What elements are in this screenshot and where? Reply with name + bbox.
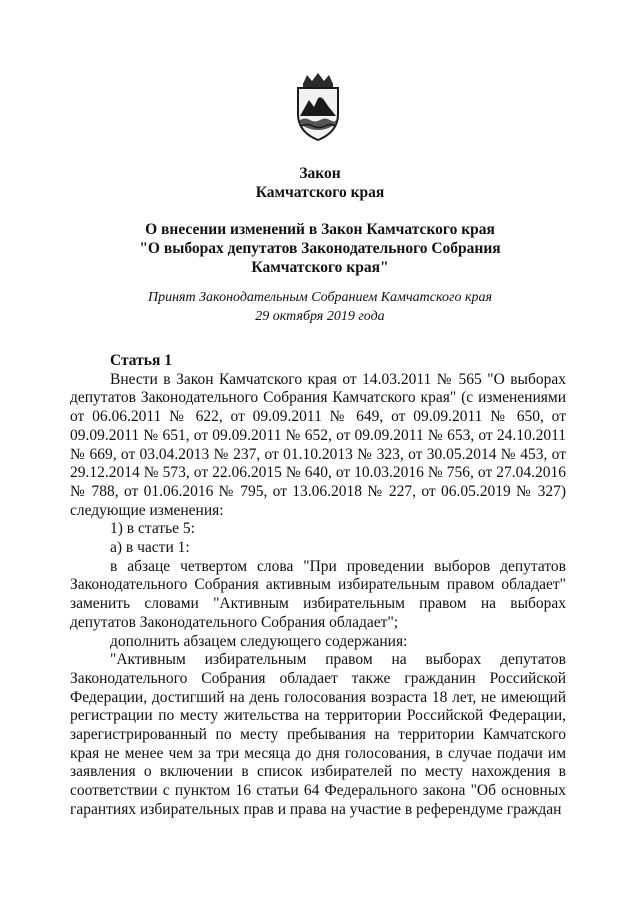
adoption-block (0, 288, 640, 326)
subject-line: "О выборах депутатов Законодательного Собрания (139, 240, 501, 257)
article-paragraph: в абзаце четвертом слова "При проведении выборов депутатов Законодательного Собрания активным избирательным правом обладает" заменить словами "Активным избирательным правом на выборах депутатов Законодательного Собрания обладает"; (70, 557, 566, 631)
article-paragraph: "Активным избирательным правом на выборах депутатов Законодательного Собрания обладает также гражданин Российской Федерации, достигший на день голосования возраста 18 лет, не имеющий регистрации по месту жительства на территории Российской Федерации, зарегистрированный по месту пребывания на территории Камчатского края не менее чем за три месяца до дня голосования, в случае подачи им заявления о включении в список избирателей по месту нахождения в соответствии с пунктом 16 статьи 64 Федерального закона "Об основных гарантиях избирательных прав и права на участие в референдуме граждан (70, 651, 566, 818)
region-name: Камчатского края (255, 184, 385, 201)
adopted-by: Принят Законодательным Собранием Камчатского края (147, 290, 493, 305)
article-body (70, 352, 566, 820)
coat-of-arms-icon (293, 72, 343, 142)
article-paragraph: дополнить абзацем следующего содержания: (110, 632, 408, 650)
law-title-block (0, 164, 640, 202)
subject-block (0, 220, 640, 277)
article-heading: Статья 1 (110, 352, 172, 369)
adopted-date: 29 октября 2019 года (255, 309, 385, 324)
article-paragraph: а) в части 1: (110, 539, 190, 557)
subject-line: О внесении изменений в Закон Камчатского края (145, 221, 495, 238)
law-title: Закон (299, 165, 341, 182)
article-paragraph: Внести в Закон Камчатского края от 14.03.2011 № 565 "О выборах депутатов Законодательного Собрания Камчатского края" (с изменениями от 06.06.2011 № 622, от 09.09.2011 № 649, от 09.09.2011 № 650, от 09.09.2011 № 651, от 09.09.2011 № 652, от 09.09.2011 № 653, от 24.10.2011 № 669, от 03.04.2013 № 237, от 01.10.2013 № 323, от 30.05.2014 № 453, от 29.12.2014 № 573, от 22.06.2015 № 640, от 10.03.2016 № 756, от 27.04.2016 № 788, от 01.06.2016 № 795, от 13.06.2018 № 227, от 06.05.2019 № 327) следующие изменения: (70, 370, 566, 519)
subject-line: Камчатского края" (251, 259, 389, 276)
article-paragraph: 1) в статье 5: (110, 520, 195, 538)
